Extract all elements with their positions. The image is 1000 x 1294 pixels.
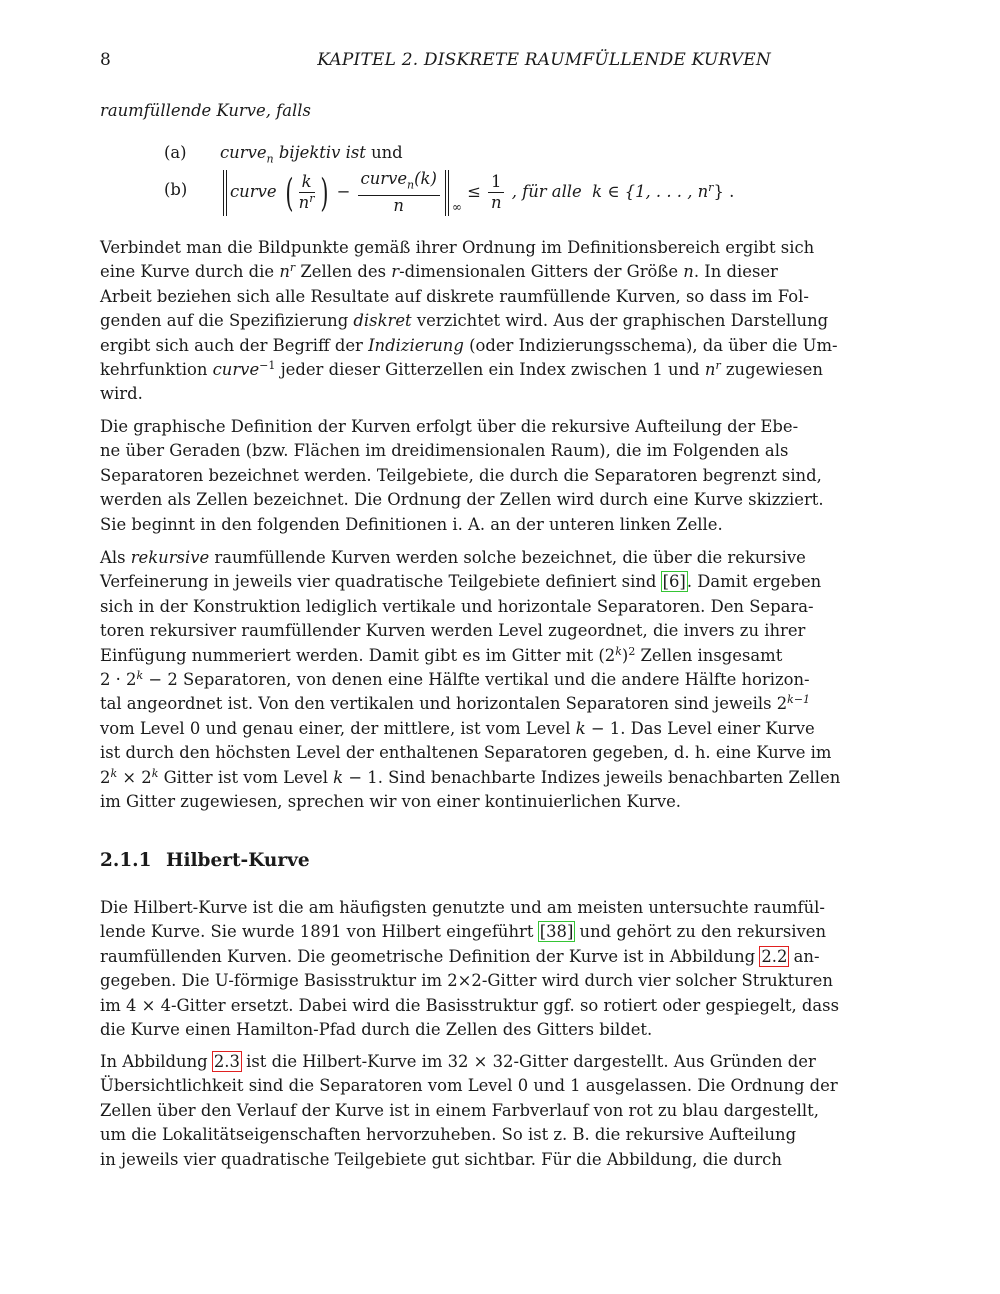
paragraph-2: Die graphische Definition der Kurven erfolgt über die rekursive Aufteilung der Ebe- ne über Geraden (bzw. Flächen im dreidimensionalen Raum), die im Folgenden als Separatoren bezeichnet werden. Teilgebiete, die durch die Separatoren begrenzt sind, werden als Zellen bezeichnet. Die Ordnung der Zellen wird durch eine Kurve skizziert. Sie beginnt in den folgenden Definitionen i. A. an der unteren linken Zelle. (100, 417, 824, 534)
paragraph-3: Als rekursive raumfüllende Kurven werden solche bezeichnet, die über die rekursive Verfeinerung in jeweils vier quadratische Teilgebiete definiert sind [6]. Damit ergeben sich in der Konstruktion lediglich vertikale und horizontale Separatoren. Den Separa- toren rekursiver raumfüllender Kurven werden Level zugeordnet, die invers zu ihrer Einfügung nummeriert werden. Damit gibt es im Gitter mit $(2^k)^2$ Zellen insgesamt $2 \cdot 2^k - 2$ Separatoren, von denen eine Hälfte vertikal und die andere Hälfte horizon- tal angeordnet ist. Von den vertikalen und horizontalen Separatoren sind jeweils $2^{k-1}$ vom Level 0 und genau einer, der mittlere, ist vom Level k − 1. Das Level einer Kurve ist durch den höchsten Level der enthaltenen Separatoren gegeben, d. h. eine Kurve im $2^k \times 2^k$ Gitter ist vom Level k − 1. Sind benachbarte Indizes jeweils benachbarten Zellen im Gitter zugewiesen, sprechen wir von einer kontinuierlichen Kurve. (100, 548, 841, 811)
chapter-title: KAPITEL 2. DISKRETE RAUMFÜLLENDE KURVEN (317, 50, 771, 70)
paragraph-1: Verbindet man die Bildpunkte gemäß ihrer Ordnung im Definitionsbereich ergibt sich eine Kurve durch die $n^r$ Zellen des r-dimensionalen Gitters der Größe n. In dieser Arbeit beziehen sich alle Resultate auf diskrete raumfüllende Kurven, so dass im Fol- genden auf die Spezifizierung diskret verzichtet wird. Aus der graphischen Darstellung ergibt sich auch der Begriff der Indizierung (oder Indizierungsschema), da über die Um- kehrfunktion curve$^{-1}$ jeder dieser Gitterzellen ein Index zwischen 1 und $n^r$ zugewiesen wird. (100, 238, 838, 404)
section-heading (100, 850, 310, 871)
condition-a-text: curve$_n$ bijektiv ist und (220, 143, 403, 166)
section-title: Hilbert-Kurve (166, 850, 310, 871)
citation-link-6[interactable]: [6] (662, 572, 686, 592)
running-header (100, 50, 771, 74)
condition-b-formula: curve ( $\frac{k}{n^r}$ ) − $\frac{curve_n(k)}{n}$ $_\infty$ ≤ $\frac{1}{n}$ , für alle k ∈ {1, . . . , $n^r$} . (220, 168, 734, 221)
figure-ref-link-2-2[interactable]: 2.2 (761, 946, 788, 966)
section-number: 2.1.1 (100, 850, 152, 871)
paragraph-4: Die Hilbert-Kurve ist die am häufigsten genutzte und am meisten untersuchte raumfül- lende Kurve. Sie wurde 1891 von Hilbert eingeführt [38] und gehört zu den rekursiven raumfüllenden Kurven. Die geometrische Definition der Kurve ist in Abbildung 2.2 an- gegeben. Die U-förmige Basisstruktur im 2×2-Gitter wird durch vier solcher Strukturen im 4 × 4-Gitter ersetzt. Dabei wird die Basisstruktur ggf. so rotiert oder gespiegelt, dass die Kurve einen Hamilton-Pfad durch die Zellen des Gitters bildet. (100, 898, 839, 1039)
citation-link-38[interactable]: [38] (539, 922, 574, 942)
condition-b-label: (b) (164, 180, 188, 199)
norm-bar-right (445, 170, 449, 216)
page-number: 8 (100, 50, 111, 70)
intro-line: raumfüllende Kurve, falls (100, 101, 311, 120)
figure-ref-link-2-3[interactable]: 2.3 (213, 1052, 240, 1071)
condition-a-label: (a) (164, 143, 187, 162)
norm-bar-left (223, 170, 227, 216)
paragraph-5: In Abbildung 2.3 ist die Hilbert-Kurve im 32 × 32-Gitter dargestellt. Aus Gründen der Übersichtlichkeit sind die Separatoren vom Level 0 und 1 ausgelassen. Die Ordnung der Zellen über den Verlauf der Kurve ist in einem Farbverlauf von rot zu blau dargestellt, um die Lokalitätseigenschaften hervorzuheben. So ist z. B. die rekursive Aufteilung in jeweils vier quadratische Teilgebiete gut sichtbar. Für die Abbildung, die durch (100, 1052, 838, 1169)
